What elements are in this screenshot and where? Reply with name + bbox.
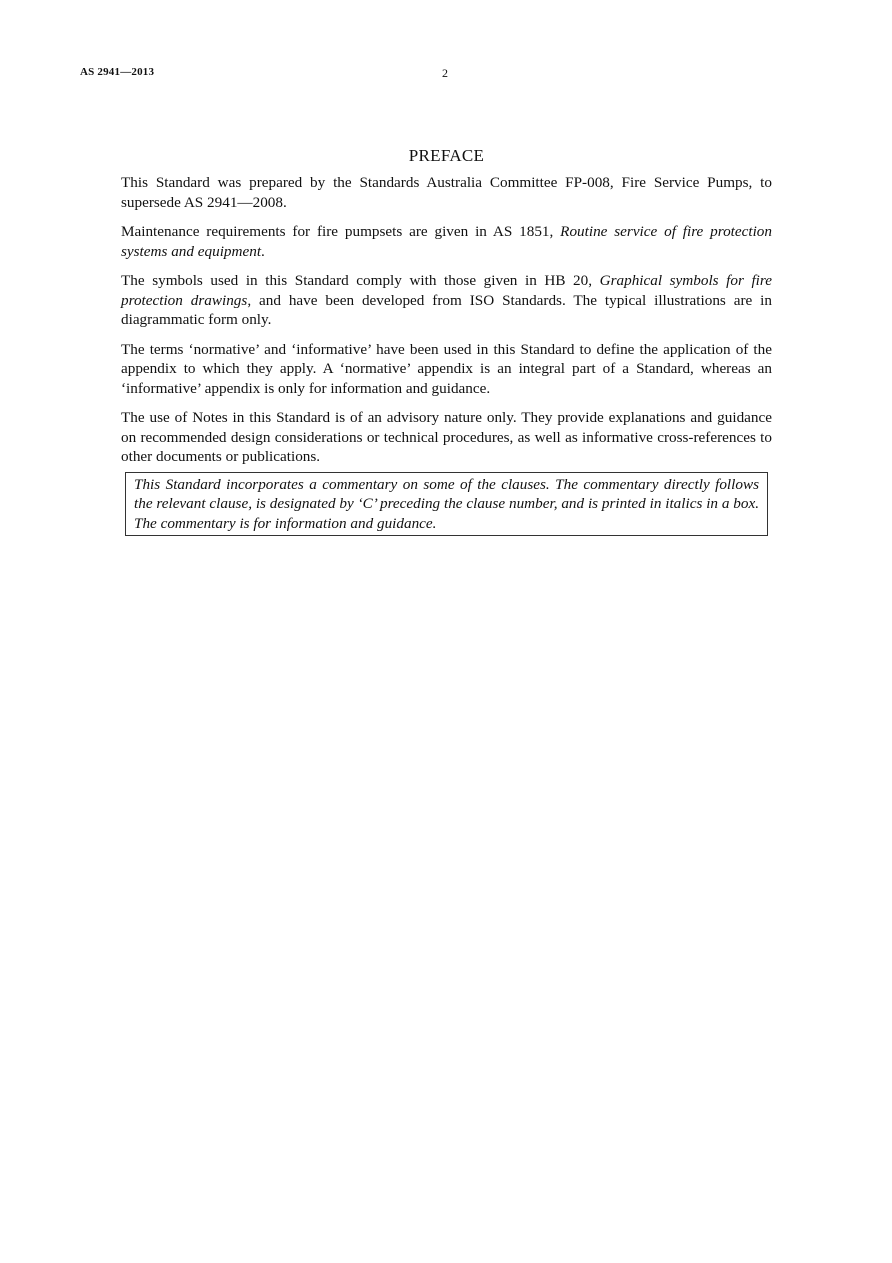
standard-id: AS 2941—2013 — [80, 66, 155, 78]
commentary-note-box — [125, 472, 768, 537]
preface-paragraph-2 — [121, 222, 772, 261]
preface-title: PREFACE — [408, 146, 485, 165]
running-header — [80, 66, 820, 84]
paragraph-text: This Standard was prepared by the Standards Australia Committee FP-008, Fire Service Pumps, to supersede AS 2941—2008. — [121, 174, 772, 211]
cited-title: Routine service of fire protection systems and equipment — [121, 223, 772, 260]
paragraph-text: The terms ‘normative’ and ‘informative’ have been used in this Standard to define the application of the appendix to which they apply. A ‘normative’ appendix is an integral part of a Standard, whereas an ‘informative’ appendix is only for information and guidance. — [121, 340, 772, 397]
paragraph-text: . — [261, 242, 265, 260]
preface-paragraph-3 — [121, 271, 772, 330]
preface-paragraph-4 — [121, 340, 772, 399]
preface-paragraph-1 — [121, 173, 772, 212]
paragraph-text: Maintenance requirements for fire pumpsets are given in AS 1851, — [121, 223, 561, 240]
paragraph-text: The symbols used in this Standard comply with those given in HB 20, — [121, 272, 600, 289]
preface-section — [121, 145, 772, 536]
preface-paragraph-5 — [121, 408, 772, 467]
paragraph-text: The use of Notes in this Standard is of an advisory nature only. They provide explanations and guidance on recommended design considerations or technical procedures, as well as informative cross-references to other documents or publications. — [121, 409, 772, 465]
paragraph-text: , and have been developed from ISO Standards. The typical illustrations are in diagrammatic form only. — [121, 291, 772, 328]
commentary-note-text: This Standard incorporates a commentary on some of the clauses. The commentary directly follows the relevant clause, is designated by ‘C’ preceding the clause number, and is printed in italics in a box. The commentary is for information and guidance. — [134, 475, 759, 532]
page-number: 2 — [442, 66, 448, 80]
cited-title: Graphical symbols for fire protection drawings — [121, 272, 772, 309]
